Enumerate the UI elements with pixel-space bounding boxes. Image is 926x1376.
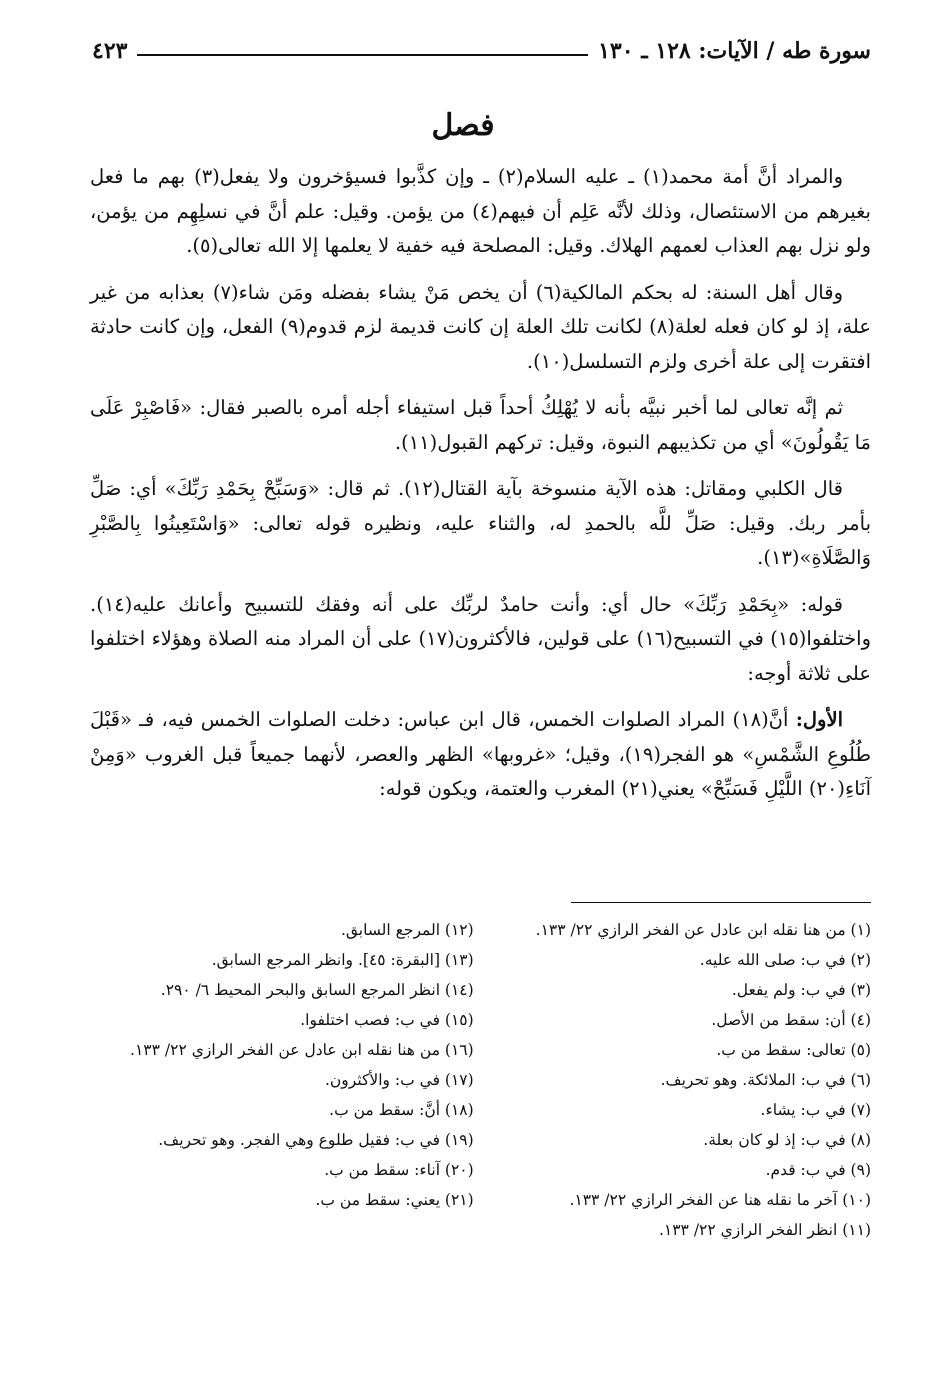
page-number: ٤٢٣ <box>92 38 128 64</box>
header-rule <box>137 54 588 56</box>
paragraph-lead: الأول: <box>795 708 844 731</box>
footnote: (١٩) في ب: فقيل طلوع وهي الفجر. وهو تحريف. <box>158 1131 474 1149</box>
footnote: (٣) في ب: ولم يفعل. <box>731 981 871 999</box>
paragraph-text: وقال أهل السنة: له بحكم المالكية(٦) أن يخص مَنْ يشاء بفضله ومَن شاء(٧) بعذابه من غير علة، إذ لو كان فعله لعلة(٨) لكانت تلك العلة إن كانت قديمة لزم قدوم(٩) الفعل، وإن كانت حادثة افتقرت إلى علة أخرى ولزم التسلسل(١٠). <box>90 280 872 373</box>
paragraph <box>90 160 871 264</box>
footnote: (١٣) [البقرة: ٤٥]. وانظر المرجع السابق. <box>211 951 474 969</box>
footnote: (٢٠) آناء: سقط من ب. <box>324 1161 474 1179</box>
section-title: فصل <box>431 108 495 143</box>
footnote: (١٧) في ب: والأكثرون. <box>324 1071 474 1089</box>
footnote: (١١) انظر الفخر الرازي ٢٢/ ١٣٣. <box>658 1221 871 1239</box>
footnotes-left-column <box>92 915 474 1245</box>
footnote-separator <box>571 902 871 903</box>
header-title: سورة طه / الآيات: ١٢٨ ـ ١٣٠ <box>598 38 871 64</box>
footnote: (١٨) أنَّ: سقط من ب. <box>329 1101 474 1119</box>
footnote: (٥) تعالى: سقط من ب. <box>716 1041 871 1059</box>
footnote: (١٦) من هنا نقله ابن عادل عن الفخر الرازي ٢٢/ ١٣٣. <box>130 1041 474 1059</box>
footnote: (٧) في ب: يشاء. <box>760 1101 871 1119</box>
paragraph-text: قوله: «بِحَمْدِ رَبِّكَ» حال أي: وأنت حامدٌ لربِّك على أنه وفقك للتسبيح وأعانك عليه(١٤). واختلفوا(١٥) في التسبيح(١٦) على قولين، فالأكثرون(١٧) على أن المراد منه الصلاة وهؤلاء اختلفوا على ثلاثة أوجه: <box>90 592 871 685</box>
paragraph <box>90 472 871 576</box>
footnote: (٤) أن: سقط من الأصل. <box>711 1011 871 1029</box>
footnote: (٩) في ب: قدم. <box>765 1161 871 1179</box>
footnotes <box>92 915 871 1245</box>
footnote: (٦) في ب: الملائكة. وهو تحريف. <box>660 1071 871 1089</box>
paragraph <box>90 276 871 380</box>
paragraph <box>90 588 871 692</box>
paragraph-text: والمراد أنَّ أمة محمد(١) ـ عليه السلام(٢) ـ وإن كذَّبوا فسيؤخرون ولا يفعل(٣) بهم ما فعل بغيرهم من الاستئصال، وذلك لأنَّه عَلِم أن فيهم(٤) من يؤمن. وقيل: علم أنَّ في نسلِهِم من يؤمن، ولو نزل بهم العذاب لعمهم الهلاك. وقيل: المصلحة فيه خفية لا يعلمها إلا الله تعالى(٥). <box>90 165 871 257</box>
footnote: (١٠) آخر ما نقله هنا عن الفخر الرازي ٢٢/ ١٣٣. <box>569 1191 871 1209</box>
paragraph-text: أنَّ(١٨) المراد الصلوات الخمس، قال ابن عباس: دخلت الصلوات الخمس فيه، فـ «قَبْلَ طُلُوعِ الشَّمْسِ» هو الفجر(١٩)، وقيل؛ «غروبها» الظهر والعصر، لأنهما جميعاً قبل الغروب «وَمِنْ آنَاءِ(٢٠) اللَّيْلِ فَسَبِّحْ» يعني(٢١) المغرب والعتمة، ويكون قوله: <box>90 708 871 800</box>
footnote: (١٢) المرجع السابق. <box>340 921 474 939</box>
footnote: (١٤) انظر المرجع السابق والبحر المحيط ٦/ ٢٩٠. <box>160 981 474 999</box>
footnote: (٢) في ب: صلى الله عليه. <box>699 951 871 969</box>
paragraph-text: قال الكلبي ومقاتل: هذه الآية منسوخة بآية القتال(١٢). ثم قال: «وَسَبِّحْ بِحَمْدِ رَبِّكَ» أي: صَلِّ بأمر ربك. وقيل: صَلِّ للَّه بالحمدِ له، والثناء عليه، ونظيره قوله تعالى: «وَاسْتَعِينُوا بِالصَّبْرِ وَالصَّلَاةِ»(١٣). <box>90 477 871 569</box>
paragraph <box>90 703 871 807</box>
footnotes-right-column <box>489 915 871 1245</box>
footnote: (١) من هنا نقله ابن عادل عن الفخر الرازي ٢٢/ ١٣٣. <box>535 921 871 939</box>
running-header <box>92 28 871 64</box>
paragraph-text: ثم إنَّه تعالى لما أخبر نبيَّه بأنه لا يُهْلِكُ أحداً قبل استيفاء أجله أمره بالصبر فقال: «فَاصْبِرْ عَلَى مَا يَقُولُونَ» أي من تكذيبهم النبوة، وقيل: تركهم القبول(١١). <box>90 396 871 454</box>
body-text <box>90 160 871 819</box>
footnote: (٨) في ب: إذ لو كان بعلة. <box>703 1131 871 1149</box>
footnote: (٢١) يعني: سقط من ب. <box>315 1191 474 1209</box>
footnote: (١٥) في ب: فصب اختلفوا. <box>300 1011 474 1029</box>
paragraph <box>90 391 871 460</box>
